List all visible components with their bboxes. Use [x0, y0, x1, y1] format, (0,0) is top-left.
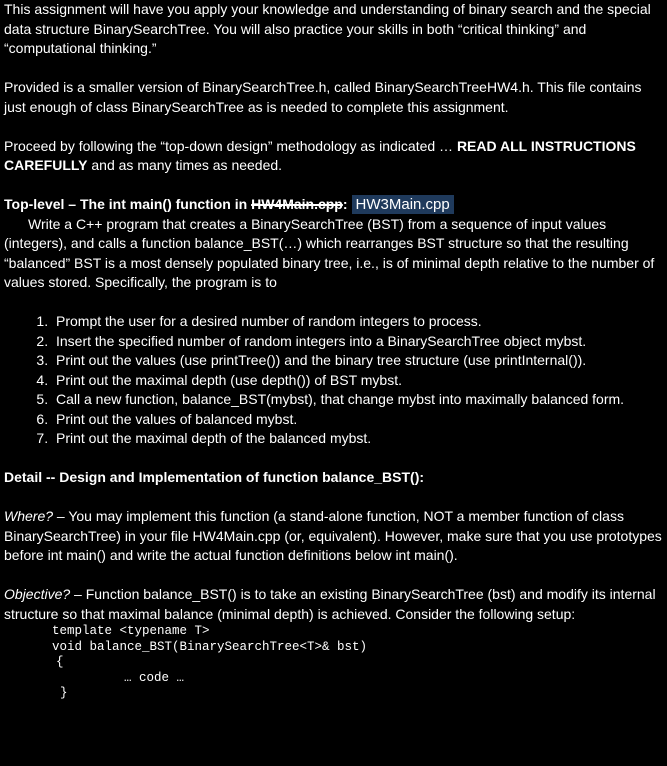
proceed-text: Proceed by following the “top-down design” methodology as indicated … — [4, 137, 457, 154]
objective-paragraph — [4, 585, 662, 624]
step-item: 5. Call a new function, balance_BST(mybst), that change mybst into maximally balanced form. — [52, 390, 662, 410]
step-item: 1. Prompt the user for a desired number of random integers to process. — [52, 312, 662, 332]
code-line: { — [56, 655, 64, 669]
heading-colon: : — [342, 196, 348, 212]
toplevel-body: Write a C++ program that creates a BinarySearchTree (BST) from a sequence of input values (integers), and calls a function balance_BST(…) which rearranges BST structure so that the resulting “balanced” BST is a most densely populated binary tree, i.e., is of minimal depth relative to the number of values stored. Specifically, the program is to — [4, 215, 655, 290]
code-block — [52, 624, 662, 702]
document — [4, 0, 662, 702]
toplevel-heading — [4, 195, 662, 215]
step-item: 6. Print out the values of balanced mybst. — [52, 410, 662, 430]
step-item: 4. Print out the maximal depth (use depth()) of BST mybst. — [52, 371, 662, 391]
intro-paragraph: This assignment will have you apply your knowledge and understanding of binary search and the special data structure BinarySearchTree. You will also practice your skills in both “critical thinking” and “computational thinking.” — [4, 1, 651, 56]
where-paragraph — [4, 507, 662, 566]
proceed-paragraph — [4, 137, 662, 176]
objective-label: Objective? — [4, 586, 71, 602]
proceed-tail: and as many times as needed. — [87, 157, 283, 173]
toplevel-heading-text: Top-level – The int main() function in — [4, 196, 252, 212]
detail-heading: Detail -- Design and Implementation of function balance_BST(): — [4, 469, 425, 485]
code-line: … code … — [124, 670, 185, 685]
step-item: 2. Insert the specified number of random integers into a BinarySearchTree object mybst. — [52, 332, 662, 352]
code-line: } — [60, 686, 68, 700]
struck-filename: HW4Main.cpp — [251, 196, 343, 212]
filename-annotation: HW3Main.cpp — [352, 195, 454, 214]
code-line: template <typename T> — [52, 624, 210, 638]
where-text: – You may implement this function (a stand-alone function, NOT a member function of class BinarySearchTree) in your file HW4Main.cpp (or, equivalent). However, make sure that you use prototypes before int main() and write the actual function definitions below int main(). — [4, 508, 662, 563]
where-label: Where? — [4, 508, 54, 524]
provided-paragraph: Provided is a smaller version of BinarySearchTree.h, called BinarySearchTreeHW4.h. This file contains just enough of class BinarySearchTree as is needed to complete this assignment. — [4, 79, 642, 115]
step-item: 3. Print out the values (use printTree()) and the binary tree structure (use printInternal()). — [52, 351, 662, 371]
code-line: void balance_BST(BinarySearchTree<T>& bst) — [52, 639, 368, 654]
objective-text: – Function balance_BST() is to take an existing BinarySearchTree (bst) and modify its internal structure so that maximal balance (minimal depth) is achieved. Consider the following setup: — [4, 586, 656, 622]
steps-list — [4, 312, 662, 449]
step-item: 7. Print out the maximal depth of the balanced mybst. — [52, 429, 662, 449]
proceed-emphasis: READ ALL INSTRUCTIONS CAREFULLY — [4, 137, 636, 173]
